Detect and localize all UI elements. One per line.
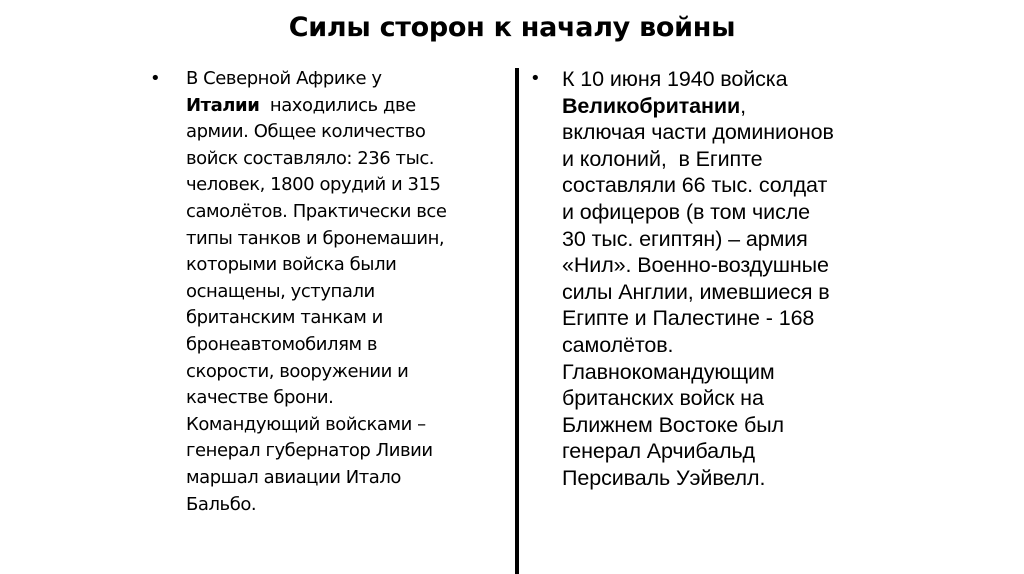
slide-title: Силы сторон к началу войны	[288, 12, 736, 43]
text-line: маршал авиации Итало	[186, 466, 401, 488]
text-line: войск составляло: 236 тыс.	[186, 147, 435, 169]
text-line: и колоний, в Египте	[562, 146, 763, 171]
column-divider	[515, 68, 519, 574]
text-line: Главнокомандующим	[562, 359, 775, 384]
italy-forces-paragraph	[186, 66, 496, 518]
text-line: скорости, вооружении и	[186, 360, 409, 382]
text-line: бронеавтомобилям в	[186, 333, 378, 355]
text-line: 30 тыс. египтян) – армия	[562, 226, 808, 251]
text-line: силы Англии, имевшиеся в	[562, 279, 830, 304]
text-line: В Северной Африке у	[186, 68, 382, 89]
text-line: К 10 июня 1940 войска	[562, 67, 788, 91]
bullet-icon: •	[150, 68, 161, 89]
text-line: армии. Общее количество	[186, 121, 426, 143]
britain-forces-paragraph	[562, 66, 902, 492]
text-line: составляли 66 тыс. солдат	[562, 173, 828, 198]
italy-emphasis: Италии	[186, 94, 260, 116]
text-line: Бальбо.	[186, 493, 257, 515]
text-line	[562, 93, 902, 120]
text-line: Ближнем Востоке был	[562, 412, 784, 437]
text-line: которыми войска были	[186, 254, 397, 276]
text-line: самолётов.	[562, 332, 674, 357]
text-line: Командующий войсками –	[186, 413, 426, 435]
text-line: «Нил». Военно-воздушные	[562, 253, 829, 278]
text-fragment: ,	[740, 93, 746, 118]
text-line: Египте и Палестине - 168	[562, 306, 815, 331]
text-line: генерал Арчибальд	[562, 439, 755, 464]
text-line: генерал губернатор Ливии	[186, 440, 433, 462]
text-line: типы танков и бронемашин,	[186, 227, 445, 249]
text-line: человек, 1800 орудий и 315	[186, 174, 441, 196]
bullet-icon: •	[530, 68, 541, 89]
text-line: и офицеров (в том числе	[562, 199, 811, 224]
text-line: оснащены, уступали	[186, 280, 375, 302]
britain-emphasis: Великобритании	[562, 93, 741, 118]
text-line: самолётов. Практически все	[186, 200, 447, 222]
text-line	[186, 93, 496, 120]
text-line: британским танкам и	[186, 307, 383, 329]
text-line: Персиваль Уэйвелл.	[562, 465, 766, 490]
text-line: качестве брони.	[186, 387, 334, 409]
text-line: британских войск на	[562, 386, 764, 411]
text-fragment: находились две	[259, 94, 416, 116]
text-line: включая части доминионов	[562, 120, 834, 145]
